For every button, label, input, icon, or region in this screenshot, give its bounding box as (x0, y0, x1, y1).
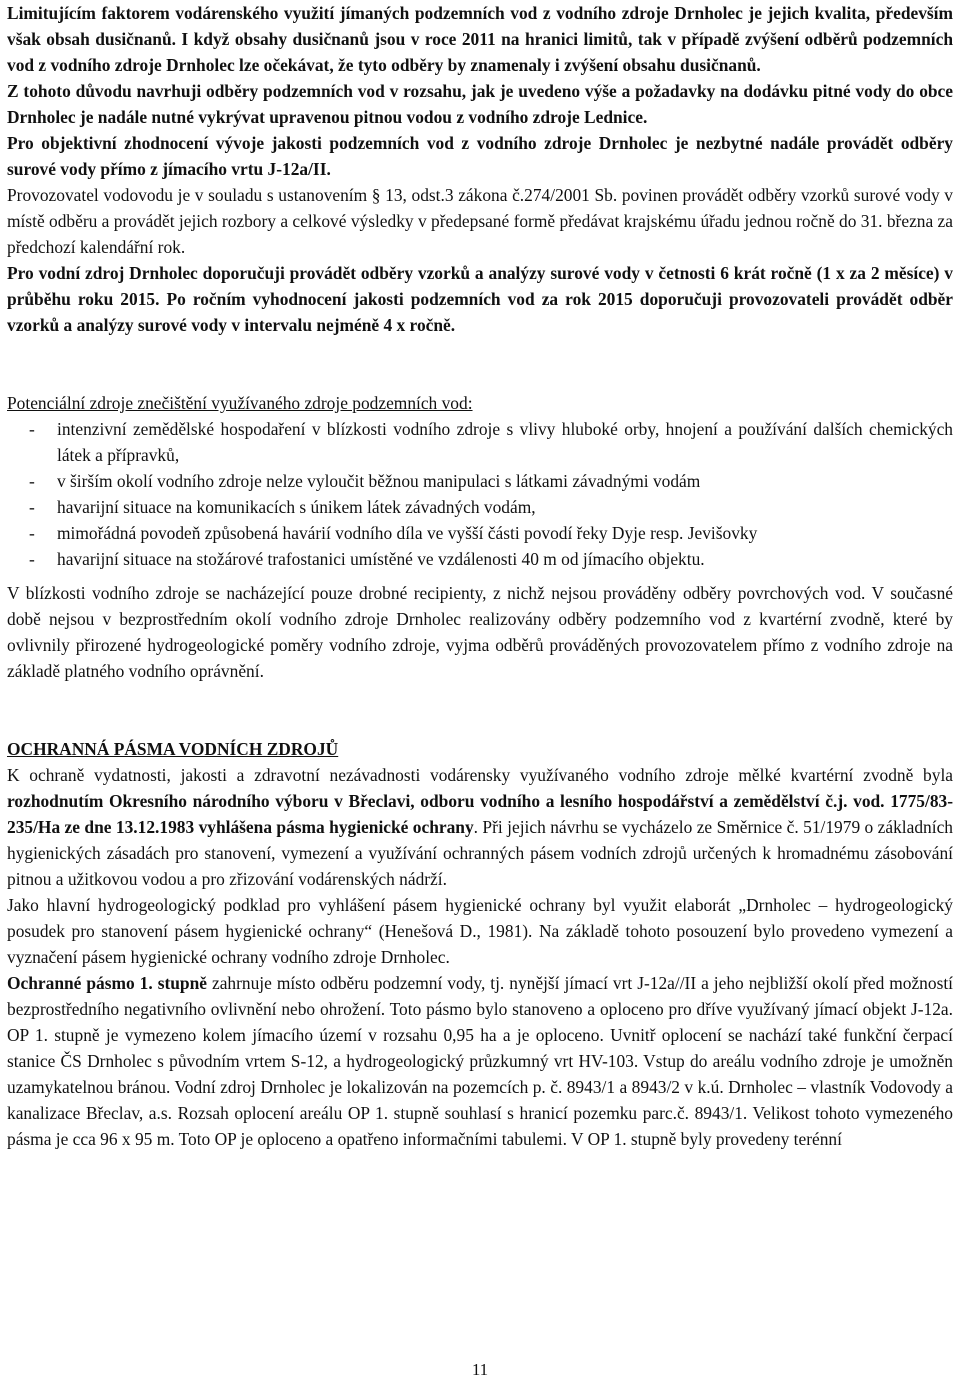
paragraph-nitrate-limits: Limitujícím faktorem vodárenského využití jímaných podzemních vod z vodního zdroje Drnholec je jejich kvalita, především však obsah dusičnanů. I když obsahy dusičnanů jsou v roce 2011 na hranici limitů, tak v případě zvýšení odběrů podzemních vod z vodního zdroje Drnholec lze očekávat, že tyto odběry by znamenaly i zvýšení obsahu dusičnanů. (7, 3, 953, 75)
paragraph-raw-water-sampling: Pro objektivní zhodnocení vývoje jakosti podzemních vod z vodního zdroje Drnholec je nezbytné nadále provádět odběry surové vody přímo z jímacího vrtu J-12a/II. (7, 133, 953, 179)
spacer (7, 684, 953, 736)
paragraph-proposal-lednice: Z tohoto důvodu navrhuji odběry podzemních vod v rozsahu, jak je uvedeno výše a požadavky na dodávku pitné vody do obce Drnholec je nadále nutné vykrývat upravenou pitnou vodou z vodního zdroje Lednice. (7, 81, 953, 127)
paragraph-recipients: V blízkosti vodního zdroje se nacházející pouze drobné recipienty, z nichž nejsou prováděny odběry povrchových vod. V současné době nejsou v bezprostředním okolí vodního zdroje Drnholec realizovány odběry podzemního vod z kvartérní zvodně, které by ovlivnily přirozené hydrogeologické poměry vodního zdroje, vyjma odběrů prováděných provozovatelem přímo z vodního zdroje na základě platného vodního oprávnění. (7, 583, 953, 681)
page-number: 11 (471, 1360, 489, 1379)
paragraph-hydrogeological-basis: Jako hlavní hydrogeologický podklad pro vyhlášení pásem hygienické ochrany byl využit elaborát „Drnholec – hydrogeologický posudek pro stanovení pásem hygienické ochrany“ (Henešová D., 1981). Na základě tohoto posouzení bylo provedeno vymezení a vyznačení pásem hygienické ochrany vodního zdroje Drnholec. (7, 895, 953, 967)
list-item: - havarijní situace na stožárové trafostanici umístěné ve vzdálenosti 40 m od jímacího objektu. (29, 549, 705, 569)
spacer (7, 338, 953, 390)
list-item: - havarijní situace na komunikacích s únikem látek závadných vodám, (29, 497, 536, 517)
paragraph-operator-obligation: Provozovatel vodovodu je v souladu s ustanovením § 13, odst.3 zákona č.274/2001 Sb. povinen provádět odběry vzorků surové vody v místě odběru a provádět jejich rozbory a celkové výsledky v předepsané formě předávat krajskému úřadu jednou ročně do 31. března za předchozí kalendářní rok. (7, 185, 953, 257)
list-item: - intenzivní zemědělské hospodaření v blízkosti vodního zdroje s vlivy hluboké orby, hnojení a používání dalších chemických látek a přípravků, (29, 419, 953, 465)
document-page (7, 0, 953, 1152)
list-item: - mimořádná povodeň způsobená havárií vodního díla ve vyšší části povodí řeky Dyje resp. Jevišovky (29, 523, 758, 543)
paragraph-sampling-recommendation: Pro vodní zdroj Drnholec doporučuji provádět odběry vzorků a analýzy surové vody v četnosti 6 krát ročně (1 x za 2 měsíce) v průběhu roku 2015. Po ročním vyhodnocení jakosti podzemních vod za rok 2015 doporučuji provozovateli provádět odběr vzorků a analýzy surové vody v intervalu nejméně 4 x ročně. (7, 263, 953, 335)
pollution-sources-list (7, 416, 953, 572)
pollution-sources-heading: Potenciální zdroje znečištění využívaného zdroje podzemních vod: (7, 393, 473, 413)
paragraph-zone-1: Ochranné pásmo 1. stupně zahrnuje místo odběru podzemní vody, tj. nynější jímací vrt J-12a//II a jeho nejbližší okolí před možností bezprostředního negativního ovlivnění nebo ohrožení. Toto pásmo bylo stanoveno a oploceno pro dříve využívaný jímací objekt J-12a. OP 1. stupně je vymezeno kolem jímacího území v rozsahu 0,95 ha a je oploceno. Uvnitř oplocení se nachází také funkční čerpací stanice ČS Drnholec s původním vrtem S-12, a hydrogeologický průzkumný vrt HV-103. Vstup do areálu vodního zdroje je umožněn uzamykatelnou bránou. Vodní zdroj Drnholec je lokalizován na pozemcích p. č. 8943/1 a 8943/2 v k.ú. Drnholec – vlastník Vodovody a kanalizace Břeclav, a.s. Rozsah oplocení areálu OP 1. stupně souhlasí s hranicí pozemku parc.č. 8943/1. Velikost tohoto vymezeného pásma je cca 96 x 95 m. Toto OP je oploceno a opatřeno informačními tabulemi. V OP 1. stupně byly provedeny terénní (7, 973, 954, 1149)
paragraph-protection-decision: K ochraně vydatnosti, jakosti a zdravotní nezávadnosti vodárensky využívaného vodního zdroje mělké kvartérní zvodně byla rozhodnutím Okresního národního výboru v Břeclavi, odboru vodního a lesního hospodářství a zemědělství č.j. vod. 1775/83-235/Ha ze dne 13.12.1983 vyhlášena pásma hygienické ochrany. Při jejich návrhu se vycházelo ze Směrnice č. 51/1979 o základních hygienických zásadách pro stanovení, vymezení a využívání ochranných pásem vodních zdrojů určených k hromadnému zásobování pitnou a užitkovou vodou a pro zřizování vodárenských nádrží. (7, 765, 953, 889)
list-item: - v širším okolí vodního zdroje nelze vyloučit běžnou manipulaci s látkami závadnými vodám (29, 471, 701, 491)
section-heading-protection-zones: OCHRANNÁ PÁSMA VODNÍCH ZDROJŮ (7, 739, 339, 759)
